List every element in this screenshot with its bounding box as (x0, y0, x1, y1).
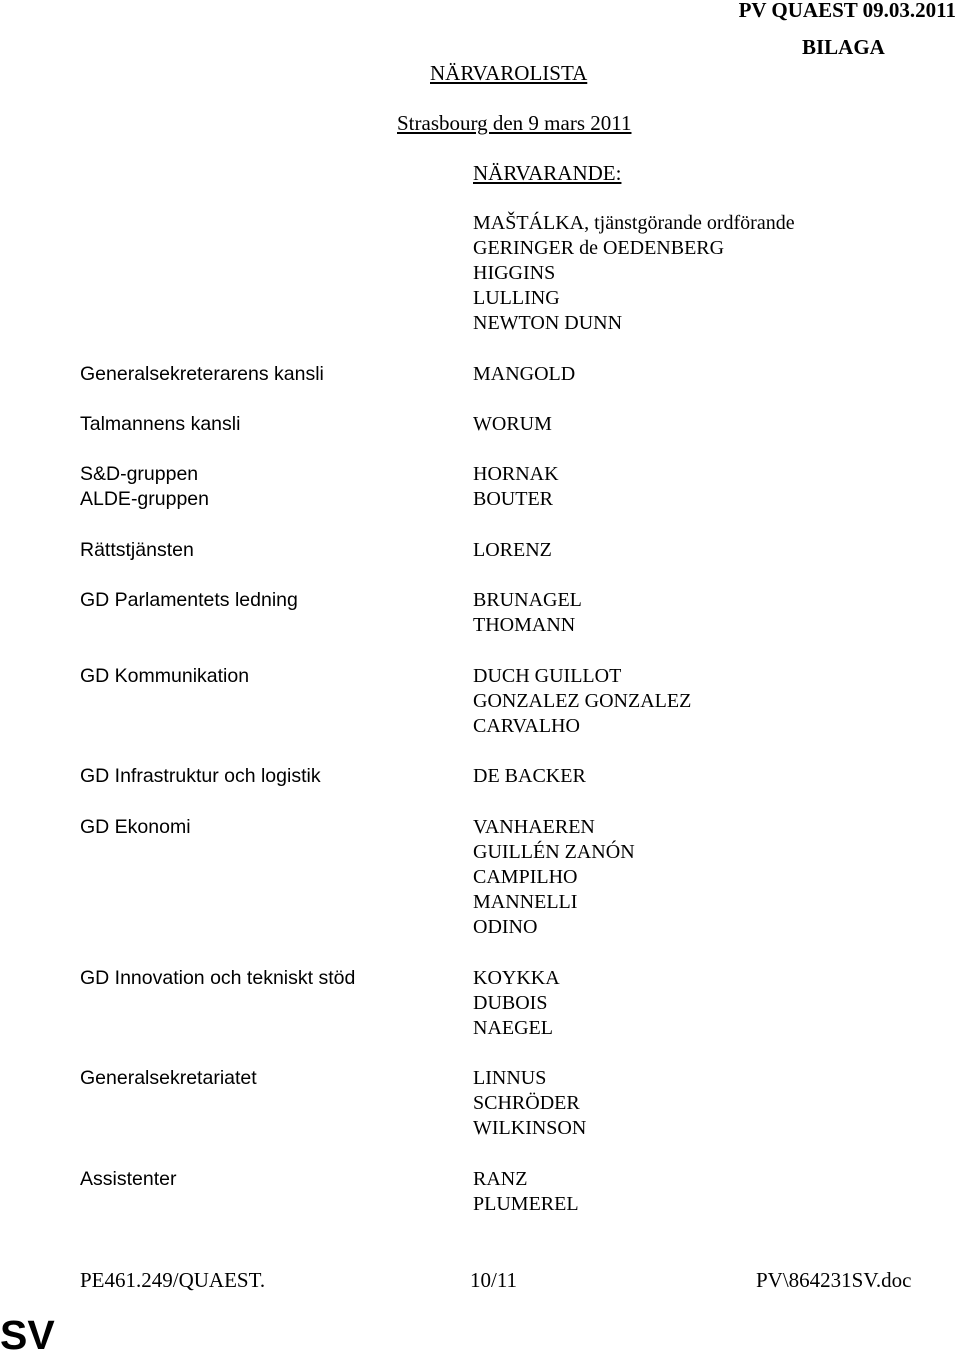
attendee-name: DUBOIS (473, 992, 548, 1014)
attendee-name: BRUNAGEL (473, 589, 582, 611)
footer-page-number: 10/11 (470, 1268, 518, 1292)
attendee-name: VANHAEREN (473, 816, 595, 838)
attendee-name: LINNUS (473, 1067, 547, 1089)
attendee-name: DUCH GUILLOT (473, 665, 622, 687)
member-name: NEWTON DUNN (473, 312, 623, 334)
attendee-name: MANGOLD (473, 363, 576, 385)
attendee-name: CARVALHO (473, 715, 580, 737)
group-label: Generalsekreterarens kansli (80, 363, 324, 385)
footer-file-name: PV\864231SV.doc (756, 1268, 912, 1292)
group-label: GD Ekonomi (80, 816, 191, 838)
page-subtitle: Strasbourg den 9 mars 2011 (397, 111, 632, 135)
annex-label: BILAGA (802, 35, 885, 59)
attendee-name: CAMPILHO (473, 866, 578, 888)
page-title: NÄRVAROLISTA (430, 61, 588, 85)
attendee-name: GUILLÉN ZANÓN (473, 841, 635, 863)
footer-document-id: PE461.249/QUAEST. (80, 1268, 266, 1292)
document-reference: PV QUAEST 09.03.2011 (738, 0, 956, 22)
attendee-name: BOUTER (473, 488, 553, 510)
attendee-name: DE BACKER (473, 765, 586, 787)
attendee-name: PLUMEREL (473, 1193, 579, 1215)
group-label: Talmannens kansli (80, 413, 241, 435)
attendee-name: SCHRÖDER (473, 1092, 580, 1114)
attendee-name: THOMANN (473, 614, 576, 636)
group-label: GD Parlamentets ledning (80, 589, 298, 611)
group-label: Generalsekretariatet (80, 1067, 257, 1089)
attendee-name: RANZ (473, 1168, 528, 1190)
group-label: GD Innovation och tekniskt stöd (80, 967, 356, 989)
present-heading: NÄRVARANDE: (473, 161, 622, 185)
group-label: GD Kommunikation (80, 665, 250, 687)
member-name: HIGGINS (473, 262, 556, 284)
group-label: GD Infrastruktur och logistik (80, 765, 321, 787)
attendee-name: HORNAK (473, 463, 559, 485)
attendee-name: WILKINSON (473, 1117, 587, 1139)
member-name: MAŠTÁLKA, tjänstgörande ordförande (473, 212, 795, 234)
attendee-name: NAEGEL (473, 1017, 553, 1039)
group-label: Assistenter (80, 1168, 177, 1190)
attendee-name: WORUM (473, 413, 552, 435)
attendee-name: ODINO (473, 916, 538, 938)
attendee-name: LORENZ (473, 539, 552, 561)
attendee-name: KOYKKA (473, 967, 560, 989)
group-label: S&D-gruppen (80, 463, 199, 485)
member-name: LULLING (473, 287, 560, 309)
language-badge: SV (0, 1312, 55, 1358)
member-name: GERINGER de OEDENBERG (473, 237, 725, 259)
attendee-name: GONZALEZ GONZALEZ (473, 690, 692, 712)
group-label: Rättstjänsten (80, 539, 194, 561)
group-label: ALDE-gruppen (80, 488, 209, 510)
attendee-name: MANNELLI (473, 891, 578, 913)
